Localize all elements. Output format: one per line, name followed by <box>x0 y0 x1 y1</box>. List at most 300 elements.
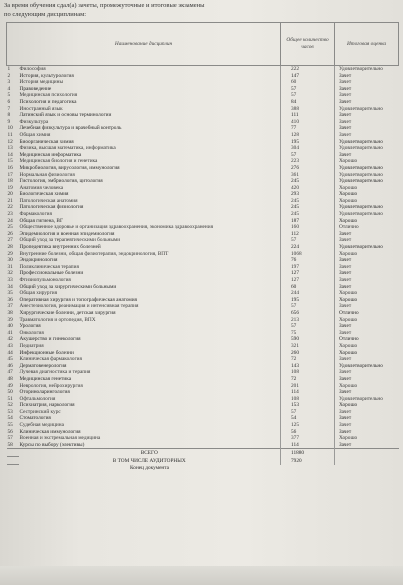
grade-value: Хорошо <box>335 402 399 409</box>
grade-value: Хорошо <box>335 185 399 192</box>
grade-value: Удовлетворительно <box>335 396 399 403</box>
row-number: 53 <box>7 408 13 415</box>
table-row <box>7 119 399 126</box>
row-number: 25 <box>7 224 13 231</box>
row-number: 14 <box>7 151 13 158</box>
discipline-name: Офтальмология <box>19 395 56 402</box>
discipline-name: Психиатрия, наркология <box>19 402 75 409</box>
table-row <box>7 264 399 271</box>
discipline-name: Общая химия <box>19 131 51 138</box>
grade-value: Удовлетворительно <box>335 363 399 370</box>
intro-line-2: по следующим дисциплинам: <box>4 11 87 18</box>
hours-value: 197 <box>281 264 335 271</box>
row-number: 8 <box>7 112 11 119</box>
row-number: 46 <box>7 362 13 369</box>
row-number: 47 <box>7 369 13 376</box>
hours-value: 57 <box>281 323 335 330</box>
row-number: 57 <box>7 435 13 442</box>
table-row <box>7 79 399 86</box>
hours-value: 108 <box>281 396 335 403</box>
hours-value: 54 <box>281 415 335 422</box>
row-number: 34 <box>7 283 13 290</box>
grade-value: Удовлетворительно <box>335 66 399 73</box>
table-row <box>7 442 399 449</box>
grade-value: Зачет <box>335 79 399 86</box>
discipline-name: Поликлиническая терапия <box>19 263 79 270</box>
grade-value: Зачет <box>335 442 399 449</box>
row-number: 1 <box>7 66 11 72</box>
row-number: 18 <box>7 178 13 185</box>
hours-value: 224 <box>281 244 335 251</box>
discipline-name: Стоматология <box>19 415 51 422</box>
grade-value: Отлично <box>335 224 399 231</box>
discipline-name: Биоорганическая химия <box>19 138 74 145</box>
row-number: 16 <box>7 164 13 171</box>
row-number: 43 <box>7 342 13 349</box>
hours-value: 111 <box>281 112 335 119</box>
hours-value: 245 <box>281 204 335 211</box>
discipline-name: Хирургические болезни, детская хирургия <box>19 309 116 316</box>
grade-value: Хорошо <box>335 158 399 165</box>
row-number: 30 <box>7 257 13 264</box>
table-row <box>7 376 399 383</box>
end-row <box>7 465 399 473</box>
discipline-name: Эндокринология <box>19 257 58 264</box>
table-row <box>7 343 399 350</box>
discipline-name: Оториноларингология <box>19 389 70 396</box>
hours-value: 245 <box>281 178 335 185</box>
grade-value: Зачет <box>335 119 399 126</box>
table-row <box>7 383 399 390</box>
grade-value: Зачет <box>335 264 399 271</box>
hours-value: 57 <box>281 86 335 93</box>
grade-value: Зачет <box>335 389 399 396</box>
hours-value: 108 <box>281 369 335 376</box>
row-number: 40 <box>7 323 13 330</box>
discipline-name: Анестезиология, реанимация и интенсивная терапия <box>19 303 139 310</box>
table-row <box>7 396 399 403</box>
table-row <box>7 237 399 244</box>
table-row <box>7 185 399 192</box>
discipline-name: Латинский язык и основы терминологии <box>19 112 112 119</box>
total-hours: 11880 <box>281 449 335 457</box>
discipline-name: Фармакология <box>19 211 52 218</box>
hours-value: 57 <box>281 237 335 244</box>
discipline-name: Медицинская генетика <box>19 375 72 382</box>
table-row <box>7 172 399 179</box>
grade-value: Отлично <box>335 310 399 317</box>
grade-value: Зачет <box>335 376 399 383</box>
row-number: 48 <box>7 375 13 382</box>
grade-value: Зачет <box>335 132 399 139</box>
row-number: 42 <box>7 336 13 343</box>
table-row <box>7 204 399 211</box>
grades-table <box>6 22 399 472</box>
table-header-row <box>7 23 399 66</box>
row-number: 11 <box>7 131 13 138</box>
table-row <box>7 145 399 152</box>
row-number: 9 <box>7 118 11 125</box>
row-number: 52 <box>7 402 13 409</box>
discipline-name: Оперативная хирургия и топографическая анатомия <box>19 296 137 303</box>
discipline-name: Внутренние болезни, общая физиотерапия, эндокринология, ВПТ <box>19 250 169 257</box>
grade-value: Зачет <box>335 429 399 436</box>
table-row <box>7 330 399 337</box>
row-number: 55 <box>7 422 13 429</box>
table-row <box>7 257 399 264</box>
hours-value: 223 <box>281 158 335 165</box>
row-number: 20 <box>7 191 13 198</box>
table-row <box>7 152 399 159</box>
grade-value: Зачет <box>335 237 399 244</box>
row-number: 12 <box>7 138 13 145</box>
row-number: 58 <box>7 441 13 448</box>
hours-value: 245 <box>281 198 335 205</box>
hours-value: 195 <box>281 139 335 146</box>
hours-value: 590 <box>281 336 335 343</box>
header-grade: Итоговая оценка <box>335 23 399 66</box>
grade-value: Хорошо <box>335 343 399 350</box>
grade-value: Удовлетворительно <box>335 178 399 185</box>
hours-value: 213 <box>281 317 335 324</box>
grade-value: Зачет <box>335 86 399 93</box>
hours-value: 222 <box>281 66 335 73</box>
table-row <box>7 99 399 106</box>
table-row <box>7 66 399 73</box>
auditory-row <box>7 457 399 465</box>
table-row <box>7 369 399 376</box>
hours-value: 57 <box>281 152 335 159</box>
hours-value: 420 <box>281 185 335 192</box>
hours-value: 201 <box>281 383 335 390</box>
grade-value: Зачет <box>335 257 399 264</box>
grade-value: Хорошо <box>335 383 399 390</box>
table-row <box>7 231 399 238</box>
discipline-name: Дерматовенерология <box>19 362 67 369</box>
hours-value: 57 <box>281 92 335 99</box>
hours-value: 57 <box>281 409 335 416</box>
discipline-name: Педиатрия <box>19 342 44 349</box>
hours-value: 75 <box>281 330 335 337</box>
row-number: 31 <box>7 263 13 270</box>
hours-value: 77 <box>281 125 335 132</box>
discipline-name: Гистология, эмбриология, цитология <box>19 178 103 185</box>
end-label: Конец документа <box>130 465 169 472</box>
hours-value: 114 <box>281 389 335 396</box>
row-number: 22 <box>7 204 13 211</box>
grade-value: Зачет <box>335 231 399 238</box>
grade-value: Зачет <box>335 303 399 310</box>
grade-value: Удовлетворительно <box>335 165 399 172</box>
grade-value: Зачет <box>335 112 399 119</box>
table-row <box>7 435 399 442</box>
table-row <box>7 402 399 409</box>
table-row <box>7 224 399 231</box>
row-number: 17 <box>7 171 13 178</box>
hours-value: 127 <box>281 270 335 277</box>
table-row <box>7 336 399 343</box>
grade-value: Хорошо <box>335 251 399 258</box>
grade-value: Хорошо <box>335 297 399 304</box>
table-row <box>7 106 399 113</box>
hours-value: 72 <box>281 356 335 363</box>
discipline-name: Медицинская информатика <box>19 151 82 158</box>
discipline-name: Философия <box>19 66 46 72</box>
grade-value: Зачет <box>335 330 399 337</box>
discipline-name: Психология и педагогика <box>19 98 77 105</box>
grade-value: Хорошо <box>335 317 399 324</box>
discipline-name: Профессиональные болезни <box>19 270 84 277</box>
hours-value: 410 <box>281 119 335 126</box>
discipline-name: Общий уход за терапевтическими больными <box>19 237 121 244</box>
hours-value: 304 <box>281 145 335 152</box>
discipline-name: Патологическая физиология <box>19 204 84 211</box>
row-number: 44 <box>7 349 13 356</box>
discipline-name: Фтизиопульмонология <box>19 277 71 283</box>
discipline-name: Онкология <box>19 329 44 336</box>
table-row <box>7 125 399 132</box>
table-row <box>7 86 399 93</box>
discipline-name: Клиническая фармакология <box>19 356 82 363</box>
table-row <box>7 158 399 165</box>
discipline-name: Анатомия человека <box>19 184 64 191</box>
hours-value: 143 <box>281 363 335 370</box>
grade-value: Хорошо <box>335 290 399 297</box>
discipline-name: Военная и экстремальная медицина <box>19 435 101 442</box>
discipline-name: Урология <box>19 323 41 330</box>
table-row <box>7 132 399 139</box>
hours-value: 160 <box>281 224 335 231</box>
table-row <box>7 290 399 297</box>
discipline-name: Правоведение <box>19 85 52 92</box>
table-row <box>7 92 399 99</box>
row-number: 32 <box>7 270 13 277</box>
row-number: 56 <box>7 428 13 435</box>
row-number: 2 <box>7 72 11 79</box>
row-number: 4 <box>7 85 11 92</box>
grade-value: Хорошо <box>335 350 399 357</box>
discipline-name: Общая хирургия <box>19 290 58 297</box>
hours-value: 57 <box>281 303 335 310</box>
discipline-name: Иностранный язык <box>19 105 63 112</box>
row-number: 28 <box>7 244 13 251</box>
page-bottom-edge <box>0 566 403 585</box>
hours-value: 112 <box>281 231 335 238</box>
table-row <box>7 429 399 436</box>
discipline-name: Травматология и ортопедия, ВПХ <box>19 316 96 323</box>
grade-value: Удовлетворительно <box>335 172 399 179</box>
row-number: 50 <box>7 389 13 396</box>
hours-value: 276 <box>281 165 335 172</box>
row-number: 10 <box>7 125 13 132</box>
auditory-label: В ТОМ ЧИСЛЕ АУДИТОРНЫХ <box>112 457 186 464</box>
discipline-name: Неврология, нейрохирургия <box>19 382 83 389</box>
table-body <box>7 66 399 449</box>
discipline-name: Физика, высшая математика, информатика <box>19 145 116 152</box>
grade-value: Зачет <box>335 369 399 376</box>
row-number: 24 <box>7 217 13 224</box>
table-row <box>7 112 399 119</box>
grade-value: Удовлетворительно <box>335 106 399 113</box>
row-number: 7 <box>7 105 11 112</box>
grade-value: Удовлетворительно <box>335 211 399 218</box>
discipline-name: Акушерство и гинекология <box>19 336 81 343</box>
row-number: 3 <box>7 79 11 86</box>
hours-value: 56 <box>281 429 335 436</box>
grade-value: Зачет <box>335 409 399 416</box>
table-row <box>7 389 399 396</box>
total-label: ВСЕГО <box>19 449 281 457</box>
grade-value: Хорошо <box>335 435 399 442</box>
grade-value: Удовлетворительно <box>335 244 399 251</box>
row-number: 39 <box>7 316 13 323</box>
hours-value: 656 <box>281 310 335 317</box>
header-hours: Общее количество часов <box>281 23 335 66</box>
row-number: 6 <box>7 98 11 105</box>
row-number: 27 <box>7 237 13 244</box>
discipline-name: Курсы по выбору (элективы) <box>19 441 85 448</box>
grade-value: Зачет <box>335 415 399 422</box>
grade-value: Хорошо <box>335 191 399 198</box>
table-row <box>7 422 399 429</box>
discipline-name: Эпидемиология и военная эпидемиология <box>19 230 115 237</box>
table-row <box>7 198 399 205</box>
row-number: 15 <box>7 158 13 165</box>
hours-value: 153 <box>281 402 335 409</box>
grade-value: Зачет <box>335 277 399 284</box>
grade-value: Удовлетворительно <box>335 145 399 152</box>
grade-value: Зачет <box>335 422 399 429</box>
grade-value: Зачет <box>335 73 399 80</box>
hours-value: 388 <box>281 106 335 113</box>
table-row <box>7 277 399 284</box>
table-row <box>7 310 399 317</box>
intro-line-1: За время обучения сдал(а) зачеты, промежуточные и итоговые экзамены <box>4 2 205 9</box>
grade-value: Зачет <box>335 99 399 106</box>
grade-value: Хорошо <box>335 198 399 205</box>
row-number: 49 <box>7 382 13 389</box>
discipline-name: Лучевая диагностика и терапия <box>19 369 91 376</box>
hours-value: 72 <box>281 376 335 383</box>
table-row <box>7 270 399 277</box>
discipline-name: Биологическая химия <box>19 191 69 198</box>
discipline-name: Патологическая анатомия <box>19 197 78 204</box>
discipline-name: История медицины <box>19 79 64 86</box>
table-row <box>7 218 399 225</box>
discipline-name: Физкультура <box>19 118 49 125</box>
hours-value: 84 <box>281 99 335 106</box>
grade-value: Зачет <box>335 284 399 291</box>
hours-value: 245 <box>281 211 335 218</box>
grade-value: Удовлетворительно <box>335 204 399 211</box>
hours-value: 377 <box>281 435 335 442</box>
table-row <box>7 284 399 291</box>
row-number: 36 <box>7 296 13 303</box>
hours-value: 361 <box>281 172 335 179</box>
hours-value: 187 <box>281 218 335 225</box>
table-row <box>7 356 399 363</box>
hours-value: 60 <box>281 284 335 291</box>
discipline-name: Инфекционные болезни <box>19 349 74 356</box>
total-row <box>7 449 399 457</box>
discipline-name: Пропедевтика внутренних болезней <box>19 244 101 251</box>
discipline-name: Клиническая иммунология <box>19 428 81 435</box>
discipline-name: Нормальная физиология <box>19 171 75 178</box>
grade-value: Зачет <box>335 125 399 132</box>
hours-value: 60 <box>281 79 335 86</box>
hours-value: 114 <box>281 442 335 449</box>
auditory-hours: 7920 <box>281 457 335 465</box>
row-number: 23 <box>7 211 13 218</box>
table-row <box>7 297 399 304</box>
row-number: 29 <box>7 250 13 257</box>
table-row <box>7 165 399 172</box>
table-row <box>7 415 399 422</box>
table-row <box>7 323 399 330</box>
discipline-name: Медицинская биология и генетика <box>19 158 98 165</box>
table-row <box>7 251 399 258</box>
discipline-name: Микробиология, вирусология, иммунология <box>19 164 120 171</box>
row-number: 45 <box>7 356 13 363</box>
table-row <box>7 303 399 310</box>
grade-value: Удовлетворительно <box>335 139 399 146</box>
hours-value: 127 <box>281 277 335 284</box>
table-row <box>7 317 399 324</box>
hours-value: 321 <box>281 343 335 350</box>
row-number: 41 <box>7 329 13 336</box>
discipline-name: Общий уход за хирургическими больными <box>19 283 117 290</box>
grade-value: Зачет <box>335 270 399 277</box>
hours-value: 76 <box>281 257 335 264</box>
intro-text <box>4 1 394 19</box>
discipline-name: История, культурология <box>19 72 74 79</box>
row-number: 5 <box>7 92 11 99</box>
discipline-name: Сестринский курс <box>19 408 61 415</box>
header-name: Наименование дисциплин <box>7 23 281 66</box>
table-row <box>7 211 399 218</box>
row-number: 54 <box>7 415 13 422</box>
hours-value: 260 <box>281 350 335 357</box>
table-row <box>7 409 399 416</box>
hours-value: 244 <box>281 290 335 297</box>
discipline-name: Общая гигиена, ВГ <box>19 217 64 224</box>
table-row <box>7 191 399 198</box>
table-row <box>7 178 399 185</box>
grade-value: Зачет <box>335 92 399 99</box>
discipline-name: Медицинская психология <box>19 92 78 99</box>
hours-value: 147 <box>281 73 335 80</box>
row-number: 38 <box>7 309 13 316</box>
row-number: 35 <box>7 290 13 297</box>
row-number: 51 <box>7 395 13 402</box>
row-number: 33 <box>7 277 13 283</box>
grade-value: Зачет <box>335 323 399 330</box>
hours-value: 128 <box>281 132 335 139</box>
hours-value: 195 <box>281 297 335 304</box>
table-row <box>7 139 399 146</box>
grade-value: Хорошо <box>335 218 399 225</box>
row-number: 13 <box>7 145 13 152</box>
hours-value: 125 <box>281 422 335 429</box>
discipline-name: Лечебная физкультура и врачебный контроль <box>19 125 122 132</box>
table-row <box>7 350 399 357</box>
row-number: 21 <box>7 197 13 204</box>
table-row <box>7 363 399 370</box>
discipline-name: Общественное здоровье и организация здравоохранения, экономика здравоохранения <box>19 224 214 231</box>
table-row <box>7 73 399 80</box>
hours-value: 293 <box>281 191 335 198</box>
hours-value: 1068 <box>281 251 335 258</box>
